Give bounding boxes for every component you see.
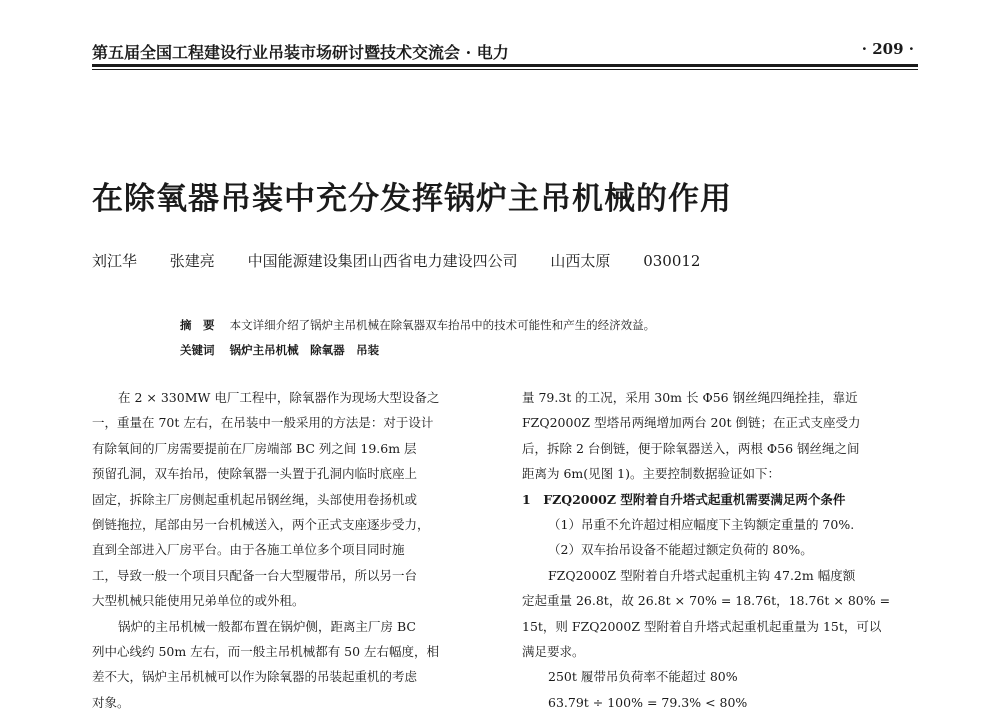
- text-line: 固定，拆除主厂房侧起重机起吊钢丝绳，头部使用卷扬机或: [92, 491, 418, 507]
- article-title: 在除氧器吊装中充分发挥锅炉主吊机械的作用: [92, 181, 732, 217]
- text-line: 定起重量 26.8t，故 26.8t × 70% = 18.76t，18.76t × 80% =: [522, 593, 891, 609]
- text-line: 在 2 × 330MW 电厂工程中，除氧器作为现场大型设备之: [118, 390, 440, 405]
- abstract-block: [180, 313, 655, 363]
- text-line: 量 79.3t 的工况，采用 30m 长 Φ56 钢丝绳四绳拴挂，靠近: [522, 390, 858, 405]
- keywords-text: 锅炉主吊机械 除氧器 吊装: [229, 343, 380, 357]
- body-left-column: [92, 385, 464, 715]
- body-right-column: [522, 385, 914, 715]
- text-line: 250t 履带吊负荷率不能超过 80%: [548, 669, 738, 685]
- text-line: 满足要求。: [522, 643, 585, 659]
- journal-title: 第五届全国工程建设行业吊装市场研讨暨技术交流会 · 电力: [92, 43, 509, 62]
- text-line: 距离为 6m(见图 1)。主要控制数据验证如下：: [522, 466, 780, 482]
- affiliation: 中国能源建设集团山西省电力建设四公司: [247, 252, 518, 270]
- keywords-label: 关键词: [180, 343, 215, 357]
- page-number: · 209 ·: [861, 40, 914, 58]
- section-heading: 1 FZQ2000Z 型附着自升塔式起重机需要满足两个条件: [522, 491, 846, 507]
- keywords-row: [180, 338, 655, 363]
- text-line: 锅炉的主吊机械一般都布置在锅炉侧，距离主厂房 BC: [118, 618, 416, 634]
- text-line: 有除氧间的厂房需要提前在厂房端部 BC 列之间 19.6m 层: [92, 440, 417, 456]
- text-line: （2）双车抬吊设备不能超过额定负荷的 80%。: [548, 542, 813, 558]
- text-line: 后，拆除 2 台倒链，便于除氧器送入，两根 Φ56 钢丝绳之间: [522, 440, 860, 456]
- text-line: 63.79t ÷ 100% = 79.3% < 80%: [548, 694, 748, 710]
- header-rule-thin: [92, 69, 918, 70]
- abstract-row: [180, 313, 655, 338]
- text-line: 直到全部进入厂房平台。由于各施工单位多个项目同时施: [92, 542, 405, 558]
- text-line: 一，重量在 70t 左右，在吊装中一般采用的方法是：对于设计: [92, 415, 434, 431]
- postal-code: 030012: [643, 252, 701, 270]
- header-rule-thick: [92, 64, 918, 67]
- author-1: 刘江华: [92, 252, 138, 270]
- text-line: 对象。: [92, 694, 130, 710]
- text-line: 列中心线约 50m 左右，而一般主吊机械都有 50 左右幅度，相: [92, 643, 440, 659]
- text-line: 15t，则 FZQ2000Z 型附着自升塔式起重机起重量为 15t，可以: [522, 618, 882, 634]
- text-line: 工，导致一般一个项目只配备一台大型履带吊，所以另一台: [92, 567, 418, 583]
- text-line: （1）吊重不允许超过相应幅度下主钩额定重量的 70%.: [548, 516, 855, 532]
- text-line: 预留孔洞，双车抬吊，使除氧器一头置于孔洞内临时底座上: [92, 466, 418, 482]
- text-line: 倒链拖拉，尾部由另一台机械送入，两个正式支座逐步受力，: [92, 516, 430, 532]
- text-line: FZQ2000Z 型附着自升塔式起重机主钩 47.2m 幅度额: [548, 567, 856, 583]
- city: 山西太原: [550, 252, 611, 270]
- abstract-label: 摘 要: [180, 318, 215, 332]
- text-line: 大型机械只能使用兄弟单位的或外租。: [92, 593, 305, 609]
- author-2: 张建亮: [169, 252, 215, 270]
- abstract-text: 本文详细介绍了锅炉主吊机械在除氧器双车抬吊中的技术可能性和产生的经济效益。: [229, 318, 656, 332]
- author-line: [92, 250, 728, 271]
- text-line: FZQ2000Z 型塔吊两绳增加两台 20t 倒链；在正式支座受力: [522, 415, 861, 431]
- text-line: 差不大，锅炉主吊机械可以作为除氧器的吊装起重机的考虑: [92, 669, 418, 685]
